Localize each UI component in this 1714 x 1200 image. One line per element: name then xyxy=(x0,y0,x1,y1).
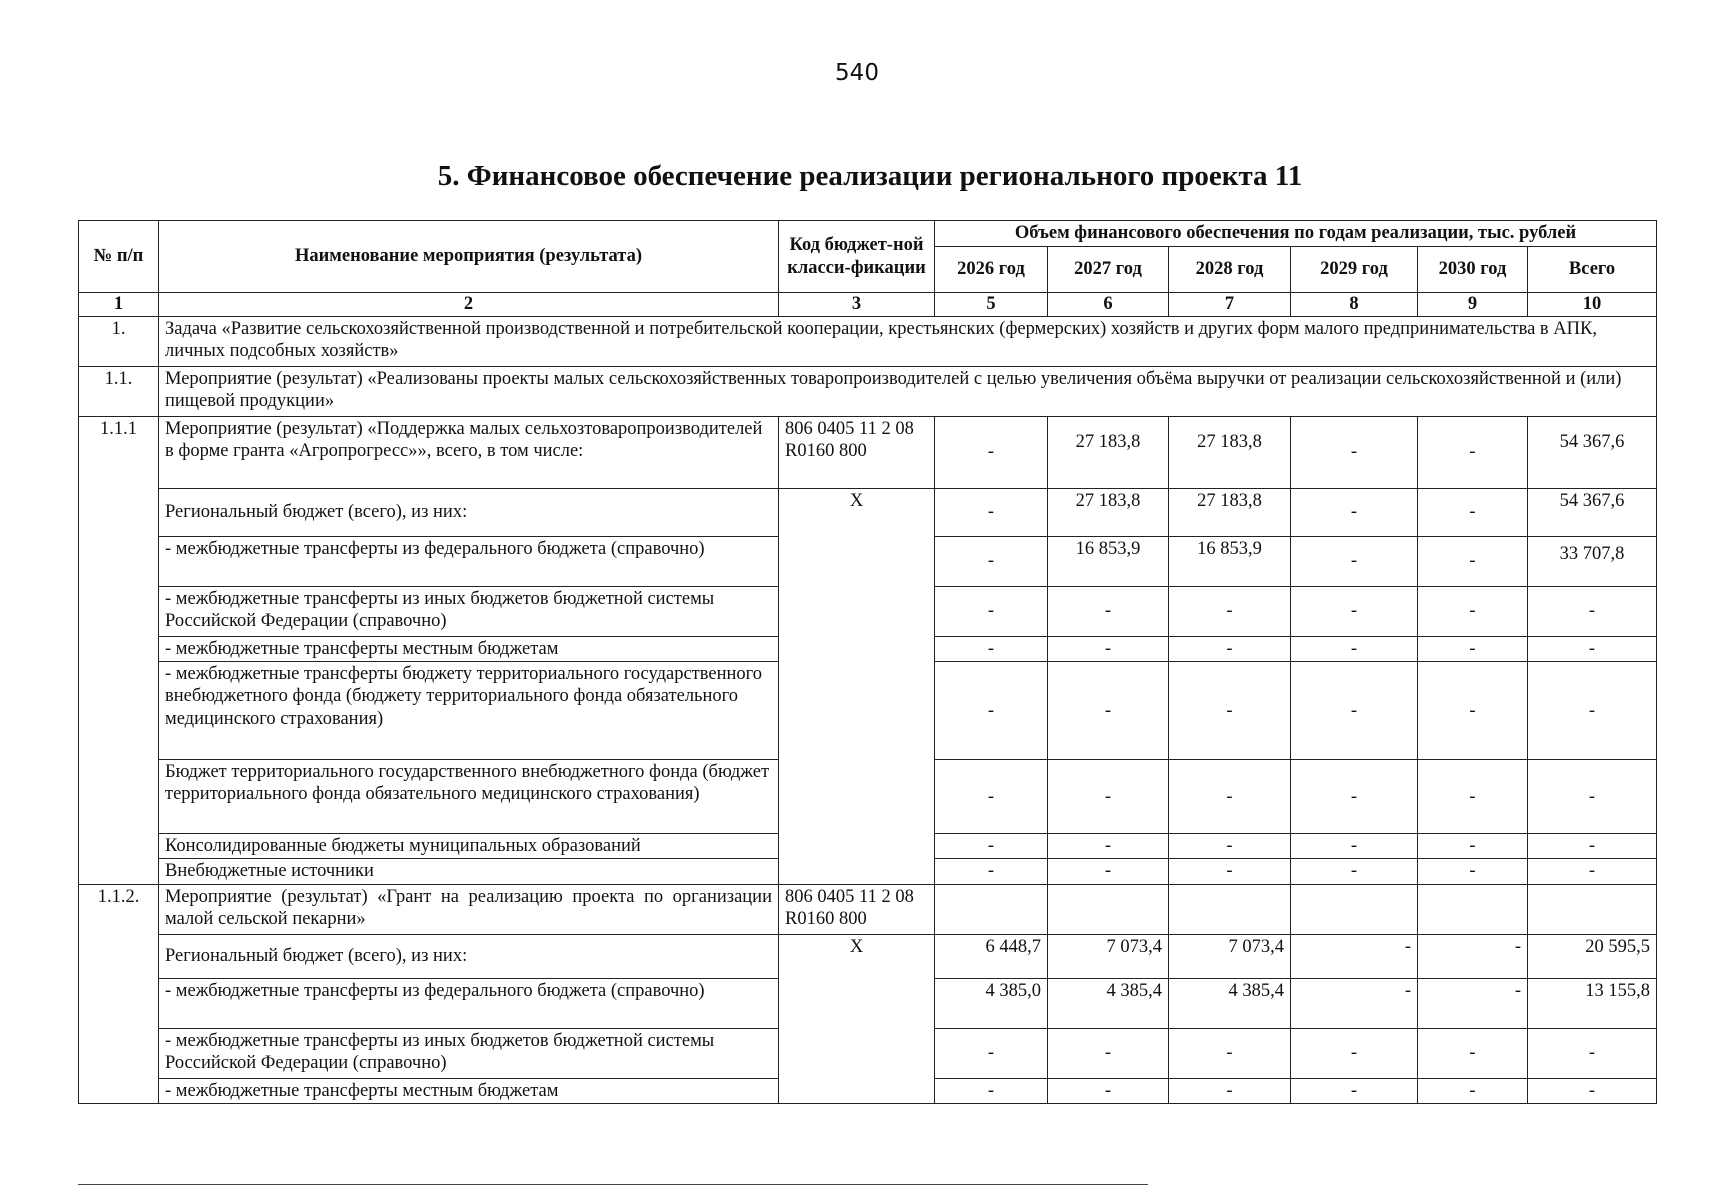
header-financing-group: Объем финансового обеспечения по годам реализации, тыс. рублей xyxy=(935,221,1657,247)
column-number: 7 xyxy=(1169,293,1291,317)
column-number: 9 xyxy=(1418,293,1528,317)
value-cell-empty xyxy=(935,884,1048,934)
value-total: - xyxy=(1528,587,1657,637)
task-row xyxy=(79,317,1657,367)
value-2027: - xyxy=(1048,859,1169,884)
value-2030: - xyxy=(1418,1078,1528,1103)
value-2027: - xyxy=(1048,760,1169,834)
column-number: 1 xyxy=(79,293,159,317)
value-2030: - xyxy=(1418,537,1528,587)
value-2027: 4 385,4 xyxy=(1048,978,1169,1028)
value-2029: - xyxy=(1291,760,1418,834)
header-year-2029: 2029 год xyxy=(1291,247,1418,293)
value-cell-empty xyxy=(1528,884,1657,934)
value-2028: 7 073,4 xyxy=(1169,934,1291,978)
value-total: - xyxy=(1528,859,1657,884)
value-2027: - xyxy=(1048,834,1169,859)
value-2029: - xyxy=(1291,537,1418,587)
value-2029: - xyxy=(1291,978,1418,1028)
value-total: 33 707,8 xyxy=(1528,537,1657,587)
value-2030: - xyxy=(1418,760,1528,834)
row-name: - межбюджетные трансферты из иных бюджетов бюджетной системы Российской Федерации (справочно) xyxy=(159,587,779,637)
value-2028: - xyxy=(1169,834,1291,859)
value-2028: - xyxy=(1169,1028,1291,1078)
table-row xyxy=(79,934,1657,978)
budget-code: 806 0405 11 2 08 R0160 800 xyxy=(779,417,935,489)
value-total: 13 155,8 xyxy=(1528,978,1657,1028)
document-title: 5. Финансовое обеспечение реализации регионального проекта 11 xyxy=(437,160,1303,192)
row-name: Мероприятие (результат) «Поддержка малых сельхозтоваропроизводителей в форме гранта «Агропрогресс»», всего, в том числе: xyxy=(159,417,779,489)
row-name: Региональный бюджет (всего), из них: xyxy=(159,934,779,978)
header-code: Код бюджет-ной класси-фикации xyxy=(779,221,935,293)
value-2026: - xyxy=(935,1078,1048,1103)
value-2029: - xyxy=(1291,587,1418,637)
column-number: 2 xyxy=(159,293,779,317)
value-2028: - xyxy=(1169,1078,1291,1103)
value-total: - xyxy=(1528,1028,1657,1078)
value-2029: - xyxy=(1291,859,1418,884)
value-2026: 6 448,7 xyxy=(935,934,1048,978)
row-name: - межбюджетные трансферты из иных бюджетов бюджетной системы Российской Федерации (справочно) xyxy=(159,1028,779,1078)
budget-code-x: X xyxy=(779,934,935,1103)
value-2026: - xyxy=(935,637,1048,662)
column-number: 6 xyxy=(1048,293,1169,317)
value-2030: - xyxy=(1418,417,1528,489)
value-2027: - xyxy=(1048,1028,1169,1078)
value-2027: - xyxy=(1048,587,1169,637)
value-2027: 16 853,9 xyxy=(1048,537,1169,587)
value-2026: - xyxy=(935,417,1048,489)
row-name: - межбюджетные трансферты бюджету территориального государственного внебюджетного фонда (бюджету территориального фонда обязательного медицинского страхования) xyxy=(159,662,779,760)
value-2029: - xyxy=(1291,934,1418,978)
value-total: - xyxy=(1528,834,1657,859)
value-2030: - xyxy=(1418,489,1528,537)
column-number: 3 xyxy=(779,293,935,317)
value-2026: - xyxy=(935,662,1048,760)
measure-number: 1.1. xyxy=(79,367,159,417)
value-total: - xyxy=(1528,637,1657,662)
value-2030: - xyxy=(1418,859,1528,884)
value-2026: - xyxy=(935,1028,1048,1078)
row-name: - межбюджетные трансферты из федерального бюджета (справочно) xyxy=(159,978,779,1028)
value-2030: - xyxy=(1418,662,1528,760)
value-2029: - xyxy=(1291,489,1418,537)
value-2029: - xyxy=(1291,1028,1418,1078)
header-total: Всего xyxy=(1528,247,1657,293)
value-2030: - xyxy=(1418,978,1528,1028)
footer-rule xyxy=(78,1184,1148,1185)
value-2027: 7 073,4 xyxy=(1048,934,1169,978)
value-2030: - xyxy=(1418,1028,1528,1078)
value-total: - xyxy=(1528,662,1657,760)
row-number: 1.1.2. xyxy=(79,884,159,1103)
value-2029: - xyxy=(1291,417,1418,489)
value-2028: 16 853,9 xyxy=(1169,537,1291,587)
value-total: 20 595,5 xyxy=(1528,934,1657,978)
task-number: 1. xyxy=(79,317,159,367)
value-2030: - xyxy=(1418,637,1528,662)
header-row-1 xyxy=(79,221,1657,247)
value-cell-empty xyxy=(1169,884,1291,934)
row-name: - межбюджетные трансферты из федерального бюджета (справочно) xyxy=(159,537,779,587)
table-row xyxy=(79,489,1657,537)
value-2026: - xyxy=(935,537,1048,587)
row-name: Мероприятие (результат) «Грант на реализацию проекта по организации малой сельской пекарни» xyxy=(159,884,779,934)
header-year-2027: 2027 год xyxy=(1048,247,1169,293)
value-2028: 4 385,4 xyxy=(1169,978,1291,1028)
value-2028: 27 183,8 xyxy=(1169,489,1291,537)
value-2030: - xyxy=(1418,834,1528,859)
value-cell-empty xyxy=(1418,884,1528,934)
row-name: Внебюджетные источники xyxy=(159,859,779,884)
column-number: 10 xyxy=(1528,293,1657,317)
value-2029: - xyxy=(1291,637,1418,662)
value-total: 54 367,6 xyxy=(1528,489,1657,537)
header-year-2026: 2026 год xyxy=(935,247,1048,293)
value-2027: 27 183,8 xyxy=(1048,417,1169,489)
financing-table xyxy=(78,220,1657,1104)
value-2030: - xyxy=(1418,934,1528,978)
value-2027: - xyxy=(1048,662,1169,760)
value-2027: - xyxy=(1048,637,1169,662)
row-name: Бюджет территориального государственного внебюджетного фонда (бюджет территориального фонда обязательного медицинского страхования) xyxy=(159,760,779,834)
value-2028: - xyxy=(1169,760,1291,834)
row-name: - межбюджетные трансферты местным бюджетам xyxy=(159,1078,779,1103)
header-num: № п/п xyxy=(79,221,159,293)
measure-text: Мероприятие (результат) «Реализованы проекты малых сельскохозяйственных товаропроизводителей с целью увеличения объёма выручки от реализации сельскохозяйственной и (или) пищевой продукции» xyxy=(159,367,1657,417)
row-number: 1.1.1 xyxy=(79,417,159,885)
header-name: Наименование мероприятия (результата) xyxy=(159,221,779,293)
column-number: 5 xyxy=(935,293,1048,317)
value-total: - xyxy=(1528,760,1657,834)
row-name: Консолидированные бюджеты муниципальных образований xyxy=(159,834,779,859)
value-total: - xyxy=(1528,1078,1657,1103)
value-cell-empty xyxy=(1291,884,1418,934)
row-name: - межбюджетные трансферты местным бюджетам xyxy=(159,637,779,662)
value-2029: - xyxy=(1291,662,1418,760)
value-2026: - xyxy=(935,859,1048,884)
column-number-row xyxy=(79,293,1657,317)
value-cell-empty xyxy=(1048,884,1169,934)
value-2028: - xyxy=(1169,587,1291,637)
value-2027: 27 183,8 xyxy=(1048,489,1169,537)
value-2030: - xyxy=(1418,587,1528,637)
value-2028: - xyxy=(1169,637,1291,662)
value-2026: 4 385,0 xyxy=(935,978,1048,1028)
measure-row xyxy=(79,367,1657,417)
value-2029: - xyxy=(1291,1078,1418,1103)
value-2026: - xyxy=(935,489,1048,537)
task-text: Задача «Развитие сельскохозяйственной производственной и потребительской кооперации, крестьянских (фермерских) хозяйств и других форм малого предпринимательства в АПК, личных подсобных хозяйств» xyxy=(159,317,1657,367)
value-2026: - xyxy=(935,834,1048,859)
value-2028: - xyxy=(1169,859,1291,884)
budget-code-x: X xyxy=(779,489,935,885)
header-year-2030: 2030 год xyxy=(1418,247,1528,293)
value-total: 54 367,6 xyxy=(1528,417,1657,489)
row-name: Региональный бюджет (всего), из них: xyxy=(159,489,779,537)
table-row xyxy=(79,417,1657,489)
table-row xyxy=(79,884,1657,934)
value-2026: - xyxy=(935,760,1048,834)
value-2029: - xyxy=(1291,834,1418,859)
column-number: 8 xyxy=(1291,293,1418,317)
value-2028: - xyxy=(1169,662,1291,760)
value-2027: - xyxy=(1048,1078,1169,1103)
budget-code: 806 0405 11 2 08 R0160 800 xyxy=(779,884,935,934)
page-number: 540 xyxy=(835,60,879,86)
value-2028: 27 183,8 xyxy=(1169,417,1291,489)
header-year-2028: 2028 год xyxy=(1169,247,1291,293)
value-2026: - xyxy=(935,587,1048,637)
